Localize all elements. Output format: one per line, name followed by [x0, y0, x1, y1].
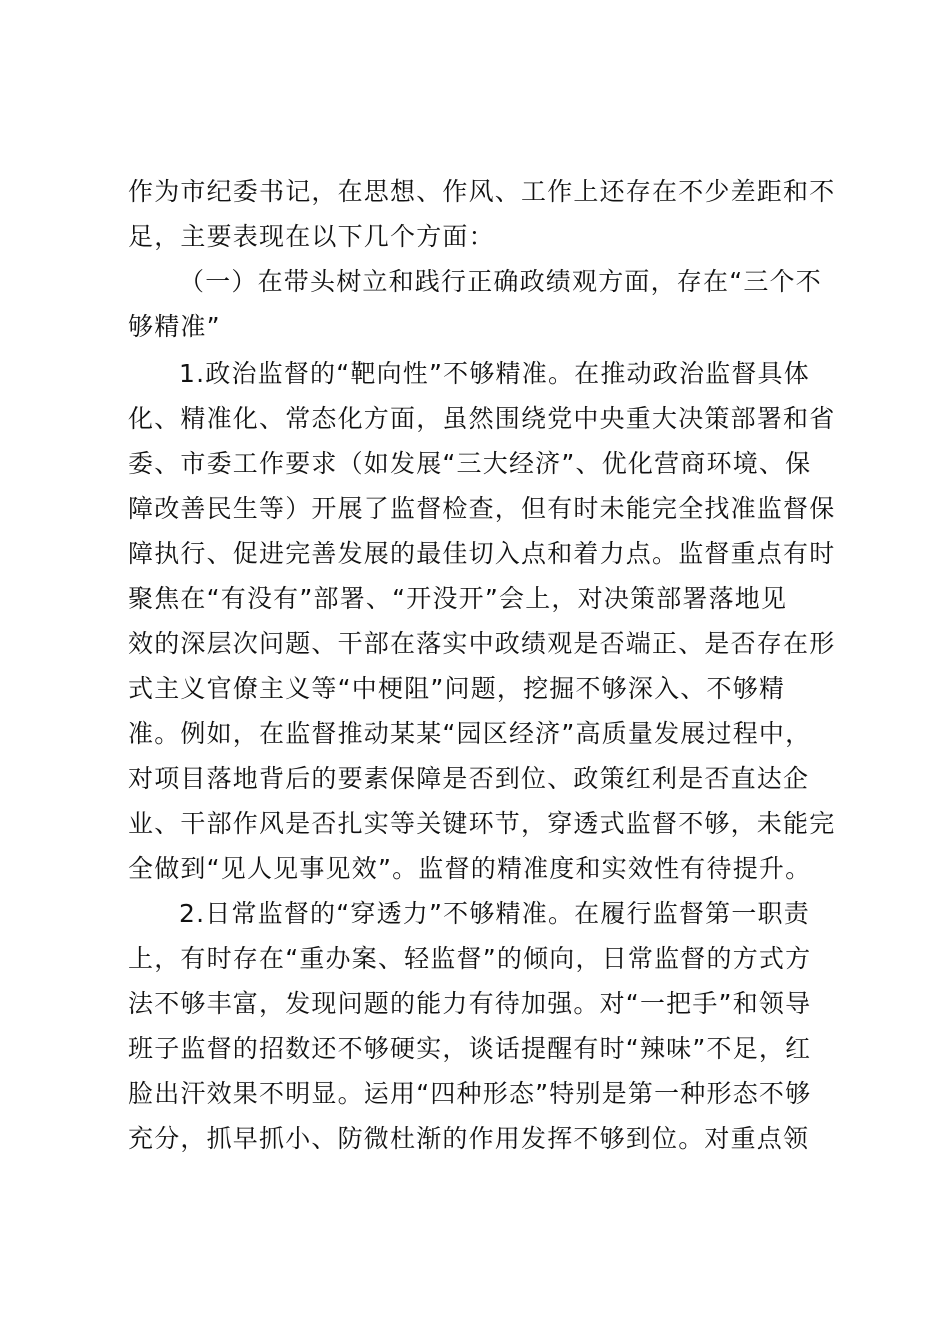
- text-line: 效的深层次问题、干部在落实中政绩观是否端正、是否存在形: [128, 629, 836, 658]
- text-line: 业、干部作风是否扎实等关键环节，穿透式监督不够，未能完: [128, 809, 836, 838]
- text-line: 聚焦在“有没有”部署、“开没开”会上，对决策部署落地见: [128, 584, 788, 613]
- text-line: 对项目落地背后的要素保障是否到位、政策红利是否直达企: [128, 764, 810, 793]
- text-line: 全做到“见人见事见效”。监督的精准度和实效性有待提升。: [128, 854, 812, 883]
- section-heading: （一）在带头树立和践行正确政绩观方面，存在“三个不: [179, 267, 822, 296]
- text-line: 法不够丰富，发现问题的能力有待加强。对“一把手”和领导: [128, 989, 812, 1018]
- text-line: 上，有时存在“重办案、轻监督”的倾向，日常监督的方式方: [128, 944, 812, 973]
- text-line: 准。例如，在监督推动某某“园区经济”高质量发展过程中，: [128, 719, 812, 748]
- text-line: 班子监督的招数还不够硬实，谈话提醒有时“辣味”不足，红: [128, 1034, 812, 1063]
- text-line: 脸出汗效果不明显。运用“四种形态”特别是第一种形态不够: [128, 1079, 812, 1108]
- text-line: 委、市委工作要求（如发展“三大经济”、优化营商环境、保: [128, 449, 812, 478]
- text-line: 充分，抓早抓小、防微杜渐的作用发挥不够到位。对重点领: [128, 1124, 810, 1153]
- text-line: 障执行、促进完善发展的最佳切入点和着力点。监督重点有时: [128, 539, 836, 568]
- text-line: 式主义官僚主义等“中梗阻”问题，挖掘不够深入、不够精: [128, 674, 786, 703]
- text-line: 作为市纪委书记，在思想、作风、工作上还存在不少差距和不: [128, 177, 836, 206]
- text-line: 足，主要表现在以下几个方面：: [128, 222, 495, 251]
- subsection-heading: 2.日常监督的“穿透力”不够精准。在履行监督第一职责: [179, 899, 810, 928]
- text-line: 障改善民生等）开展了监督检查，但有时未能完全找准监督保: [128, 494, 836, 523]
- subsection-heading: 1.政治监督的“靶向性”不够精准。在推动政治监督具体: [179, 359, 810, 388]
- text-line: 化、精准化、常态化方面，虽然围绕党中央重大决策部署和省: [128, 404, 836, 433]
- section-heading-continued: 够精准”: [128, 312, 221, 341]
